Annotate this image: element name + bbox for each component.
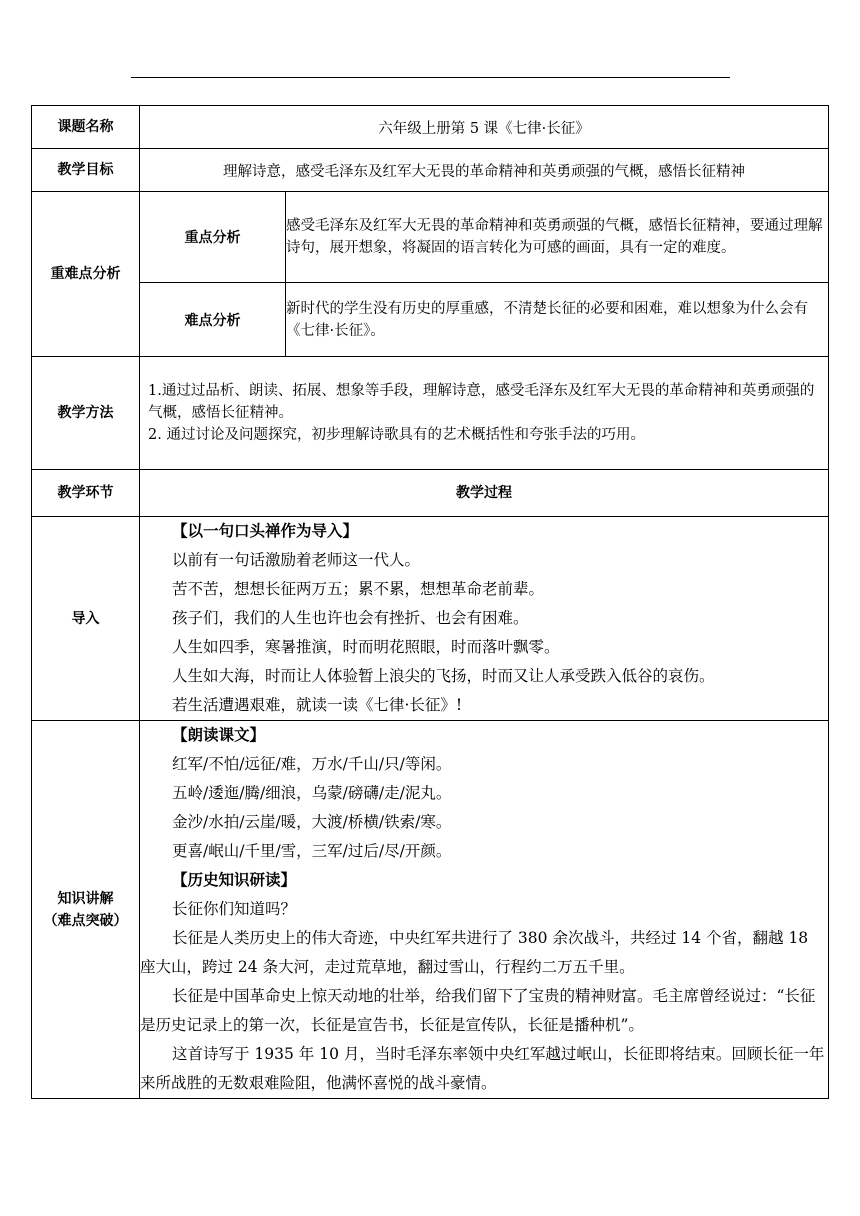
knowledge-content bbox=[140, 721, 829, 1099]
key-analysis-text: 感受毛泽东及红军大无畏的革命精神和英勇顽强的气概，感悟长征精神，要通过理解诗句，展开想象，将凝固的语言转化为可感的画面，具有一定的难度。 bbox=[286, 192, 829, 283]
poem-line: 金沙/水拍/云崖/暖，大渡/桥横/铁索/寒。 bbox=[172, 813, 452, 831]
intro-line: 若生活遭遇艰难，就读一读《七律·长征》! bbox=[172, 696, 463, 714]
title-label: 课题名称 bbox=[32, 106, 140, 149]
method-label: 教学方法 bbox=[32, 357, 140, 470]
intro-line: 以前有一句话激励着老师这一代人。 bbox=[172, 551, 421, 569]
knowledge-label-line2: （难点突破） bbox=[43, 912, 128, 929]
goal-label: 教学目标 bbox=[32, 149, 140, 192]
row-knowledge bbox=[32, 721, 829, 1099]
intro-heading: 【以一句口头禅作为导入】 bbox=[172, 522, 359, 540]
method-content bbox=[140, 357, 829, 470]
row-goal bbox=[32, 149, 829, 192]
process-label: 教学过程 bbox=[140, 470, 829, 517]
history-paragraph: 长征是中国革命史上惊天动地的壮举，给我们留下了宝贵的精神财富。毛主席曾经说过：“长征是历史记录上的第一次，长征是宣告书，长征是宣传队，长征是播种机”。 bbox=[140, 987, 816, 1034]
row-hard-analysis bbox=[32, 283, 829, 357]
reading-heading: 【朗读课文】 bbox=[172, 726, 266, 744]
history-paragraph: 长征是人类历史上的伟大奇迹，中央红军共进行了 380 余次战斗，共经过 14 个省，翻越 18 座大山，跨过 24 条大河，走过荒草地，翻过雪山，行程约二万五千里。 bbox=[140, 929, 809, 976]
row-process-header bbox=[32, 470, 829, 517]
difficulty-label: 重难点分析 bbox=[32, 192, 140, 357]
intro-content bbox=[140, 517, 829, 721]
row-intro bbox=[32, 517, 829, 721]
goal-value: 理解诗意，感受毛泽东及红军大无畏的革命精神和英勇顽强的气概，感悟长征精神 bbox=[140, 149, 829, 192]
row-key-analysis bbox=[32, 192, 829, 283]
history-heading: 【历史知识研读】 bbox=[172, 871, 297, 889]
title-value: 六年级上册第 5 课《七律·长征》 bbox=[140, 106, 829, 149]
section-label: 教学环节 bbox=[32, 470, 140, 517]
key-analysis-label: 重点分析 bbox=[140, 192, 286, 283]
method-item: 2. 通过讨论及问题探究，初步理解诗歌具有的艺术概括性和夸张手法的巧用。 bbox=[148, 427, 645, 443]
poem-line: 红军/不怕/远征/难，万水/千山/只/等闲。 bbox=[172, 755, 452, 773]
intro-label: 导入 bbox=[32, 517, 140, 721]
hard-analysis-label: 难点分析 bbox=[140, 283, 286, 357]
knowledge-label-line1: 知识讲解 bbox=[57, 890, 114, 907]
intro-line: 苦不苦，想想长征两万五；累不累，想想革命老前辈。 bbox=[172, 580, 545, 598]
method-item: 1.通过过品析、朗读、拓展、想象等手段，理解诗意，感受毛泽东及红军大无畏的革命精神和英勇顽强的气概，感悟长征精神。 bbox=[148, 383, 815, 421]
intro-line: 人生如四季，寒暑推演，时而明花照眼，时而落叶飘零。 bbox=[172, 638, 560, 656]
hard-analysis-text: 新时代的学生没有历史的厚重感，不清楚长征的必要和困难，难以想象为什么会有《七律·长征》。 bbox=[286, 283, 829, 357]
lesson-plan-table bbox=[31, 105, 829, 1099]
header-rule bbox=[131, 77, 730, 78]
intro-line: 孩子们，我们的人生也许也会有挫折、也会有困难。 bbox=[172, 609, 529, 627]
row-method bbox=[32, 357, 829, 470]
knowledge-label bbox=[32, 721, 140, 1099]
history-paragraph: 这首诗写于 1935 年 10 月，当时毛泽东率领中央红军越过岷山，长征即将结束。回顾长征一年来所战胜的无数艰难险阻，他满怀喜悦的战斗豪情。 bbox=[140, 1045, 825, 1092]
poem-line: 更喜/岷山/千里/雪，三军/过后/尽/开颜。 bbox=[172, 842, 452, 860]
poem-line: 五岭/逶迤/腾/细浪，乌蒙/磅礴/走/泥丸。 bbox=[172, 784, 452, 802]
history-question: 长征你们知道吗？ bbox=[172, 900, 297, 918]
row-title bbox=[32, 106, 829, 149]
intro-line: 人生如大海，时而让人体验暂上浪尖的飞扬，时而又让人承受跌入低谷的哀伤。 bbox=[172, 667, 715, 685]
